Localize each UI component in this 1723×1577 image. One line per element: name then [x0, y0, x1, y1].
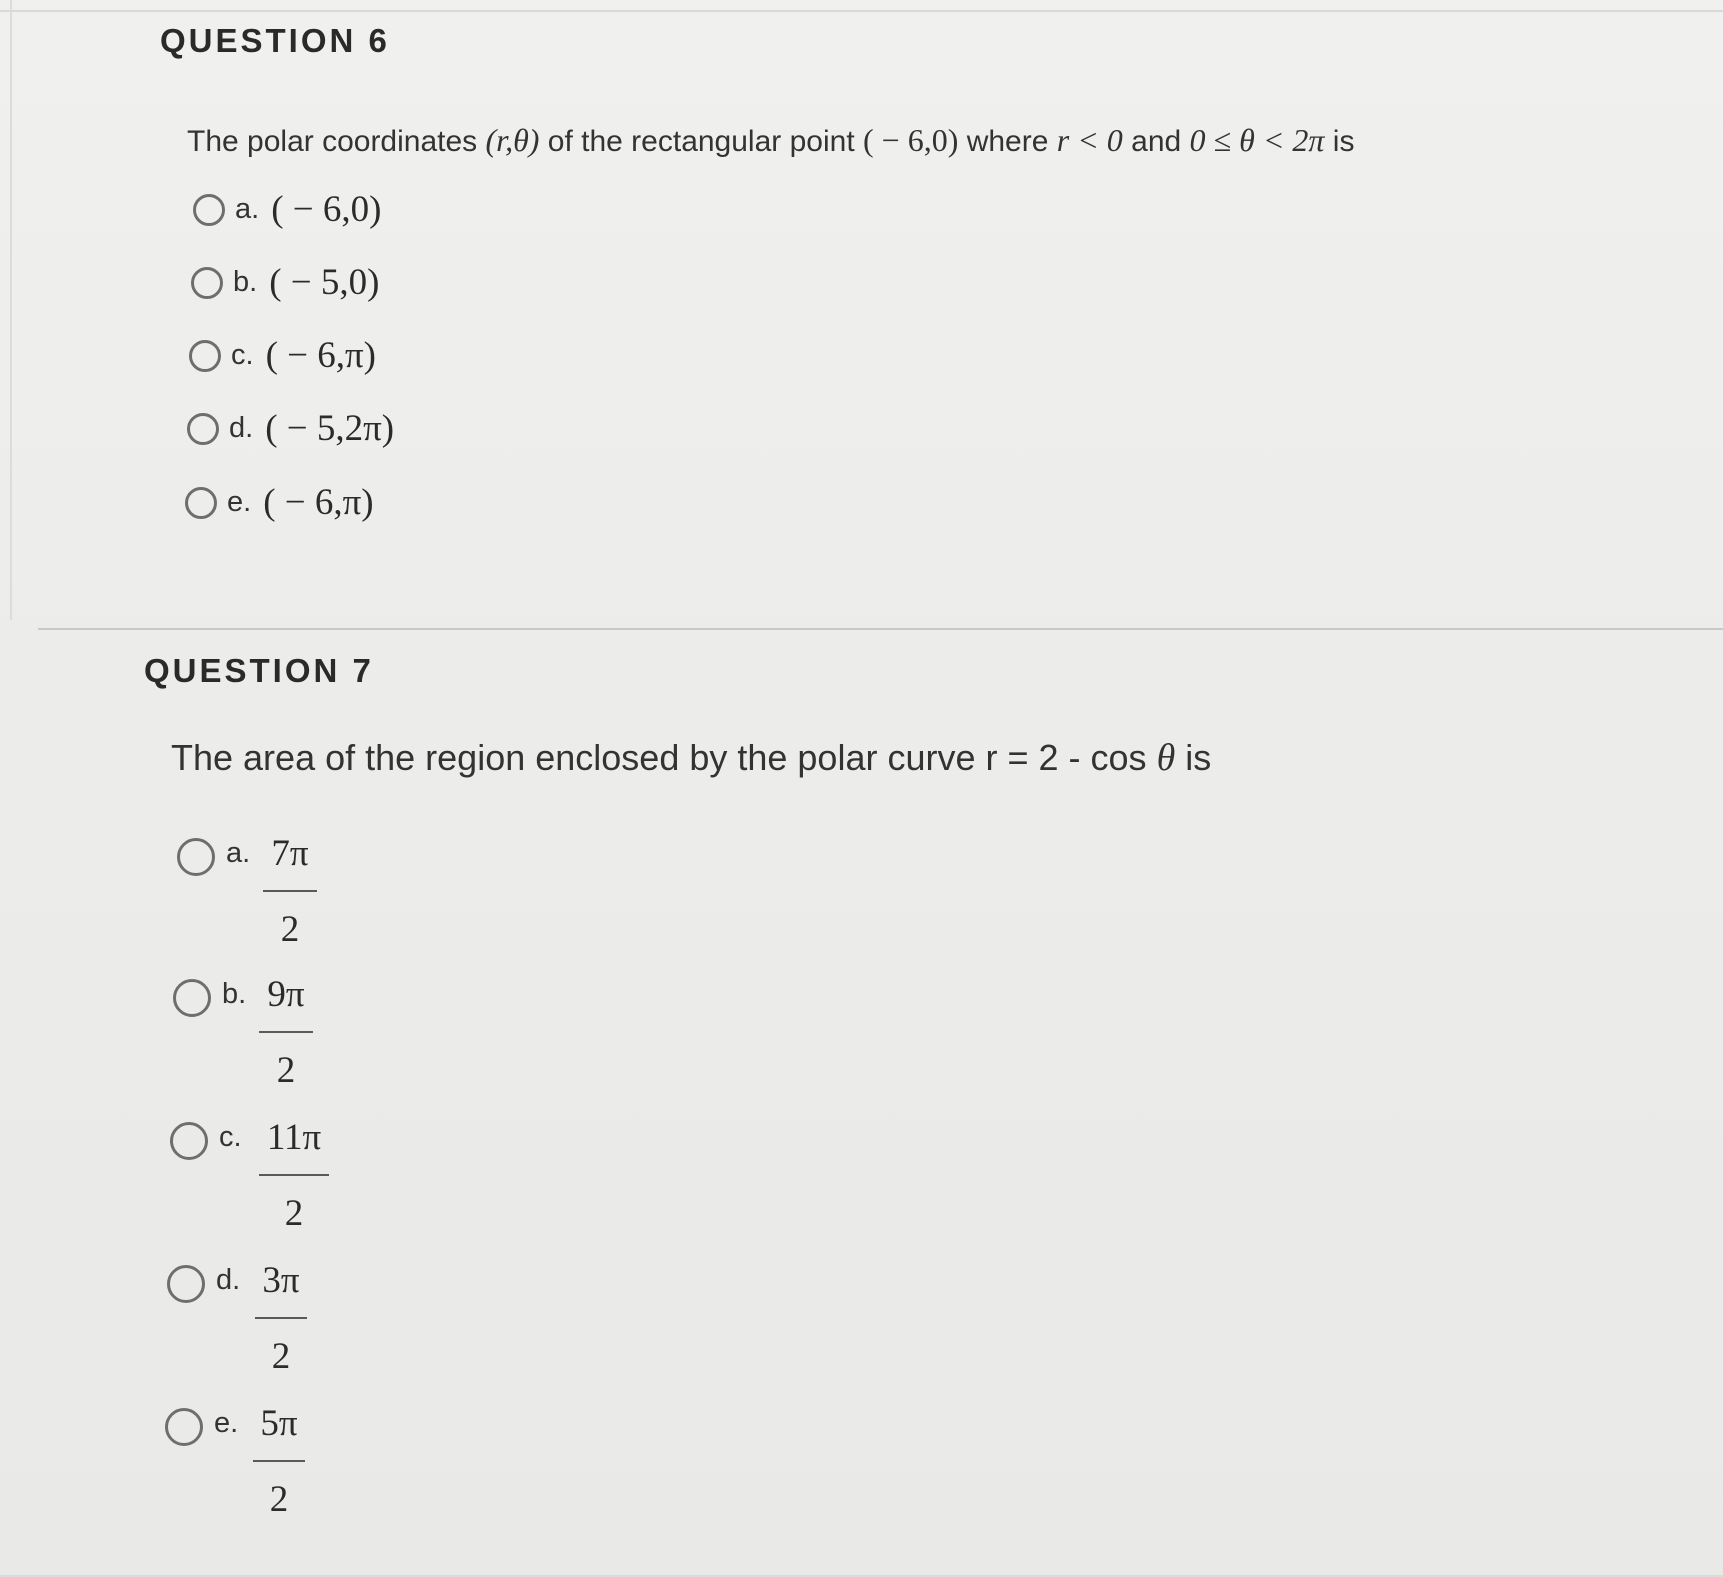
q6-option-b[interactable]: [191, 261, 379, 304]
radio-button[interactable]: [173, 979, 211, 1017]
fraction-numerator: 3π: [262, 1260, 300, 1301]
fraction-numerator: 7π: [271, 833, 309, 874]
option-value: ( − 6,π): [265, 335, 377, 376]
option-value: ( − 6,π): [263, 482, 374, 523]
prompt-math-r-condition: r < 0: [1056, 122, 1123, 158]
option-letter: a.: [235, 193, 260, 225]
option-value: ( − 5,0): [269, 262, 380, 303]
radio-button[interactable]: [191, 267, 223, 299]
question-7-heading: QUESTION 7: [144, 652, 374, 689]
fraction-numerator: 5π: [260, 1403, 298, 1444]
fraction-bar: [263, 890, 317, 892]
q7-option-e[interactable]: [165, 1403, 315, 1520]
option-value: ( − 6,0): [271, 189, 382, 230]
prompt-text: The area of the region enclosed by the polar curve r = 2 - cos: [171, 737, 1157, 778]
option-letter: e.: [214, 1407, 239, 1439]
q7-option-c[interactable]: [170, 1117, 340, 1234]
question-6-heading: QUESTION 6: [160, 22, 390, 59]
option-letter: a.: [226, 837, 251, 869]
prompt-math-point: ( − 6,0): [863, 122, 959, 158]
radio-button[interactable]: [185, 487, 217, 519]
q6-option-c[interactable]: [189, 334, 376, 377]
fraction: [255, 1259, 307, 1379]
radio-button[interactable]: [193, 194, 225, 226]
option-letter: c.: [219, 1121, 242, 1153]
radio-button[interactable]: [187, 413, 219, 445]
fraction: [263, 832, 317, 952]
top-divider: [0, 10, 1723, 12]
left-divider: [10, 0, 12, 620]
prompt-math-polar: (r,θ): [485, 122, 540, 158]
prompt-text: The polar coordinates: [187, 125, 486, 158]
q6-option-e[interactable]: [185, 481, 374, 524]
option-letter: d.: [216, 1264, 241, 1296]
radio-button[interactable]: [167, 1265, 205, 1303]
q7-option-a[interactable]: [177, 833, 327, 950]
prompt-text: and: [1122, 125, 1190, 158]
option-letter: e.: [227, 486, 252, 518]
fraction-denominator: 2: [280, 909, 300, 950]
q6-option-d[interactable]: [187, 407, 394, 450]
radio-button[interactable]: [177, 838, 215, 876]
fraction-bar: [259, 1031, 313, 1033]
radio-button[interactable]: [165, 1408, 203, 1446]
fraction: [259, 1116, 329, 1236]
fraction-numerator: 9π: [267, 974, 305, 1015]
q7-option-d[interactable]: [167, 1260, 317, 1377]
prompt-math-theta: θ: [1156, 737, 1176, 779]
fraction-denominator: 2: [276, 1050, 296, 1091]
fraction: [253, 1402, 305, 1522]
question-7-prompt: [171, 736, 1211, 780]
option-letter: d.: [229, 412, 254, 444]
fraction-bar: [255, 1317, 307, 1319]
option-letter: c.: [231, 339, 254, 371]
section-divider: [38, 628, 1723, 630]
question-6-prompt: [187, 122, 1354, 159]
radio-button[interactable]: [170, 1122, 208, 1160]
option-letter: b.: [222, 978, 247, 1010]
fraction-numerator: 11π: [266, 1117, 322, 1158]
option-value: ( − 5,2π): [265, 408, 395, 449]
fraction: [259, 973, 313, 1093]
q7-option-b[interactable]: [173, 974, 323, 1091]
fraction-denominator: 2: [269, 1479, 289, 1520]
fraction-denominator: 2: [284, 1193, 304, 1234]
prompt-text: is: [1324, 125, 1355, 158]
prompt-text: of the rectangular point: [539, 125, 863, 158]
fraction-denominator: 2: [271, 1336, 291, 1377]
prompt-text: is: [1175, 737, 1212, 778]
option-letter: b.: [233, 266, 258, 298]
prompt-math-theta-range: 0 ≤ θ < 2π: [1189, 122, 1325, 158]
fraction-bar: [259, 1174, 329, 1176]
prompt-text: where: [958, 125, 1057, 158]
fraction-bar: [253, 1460, 305, 1462]
q6-option-a[interactable]: [193, 188, 381, 231]
radio-button[interactable]: [189, 340, 221, 372]
